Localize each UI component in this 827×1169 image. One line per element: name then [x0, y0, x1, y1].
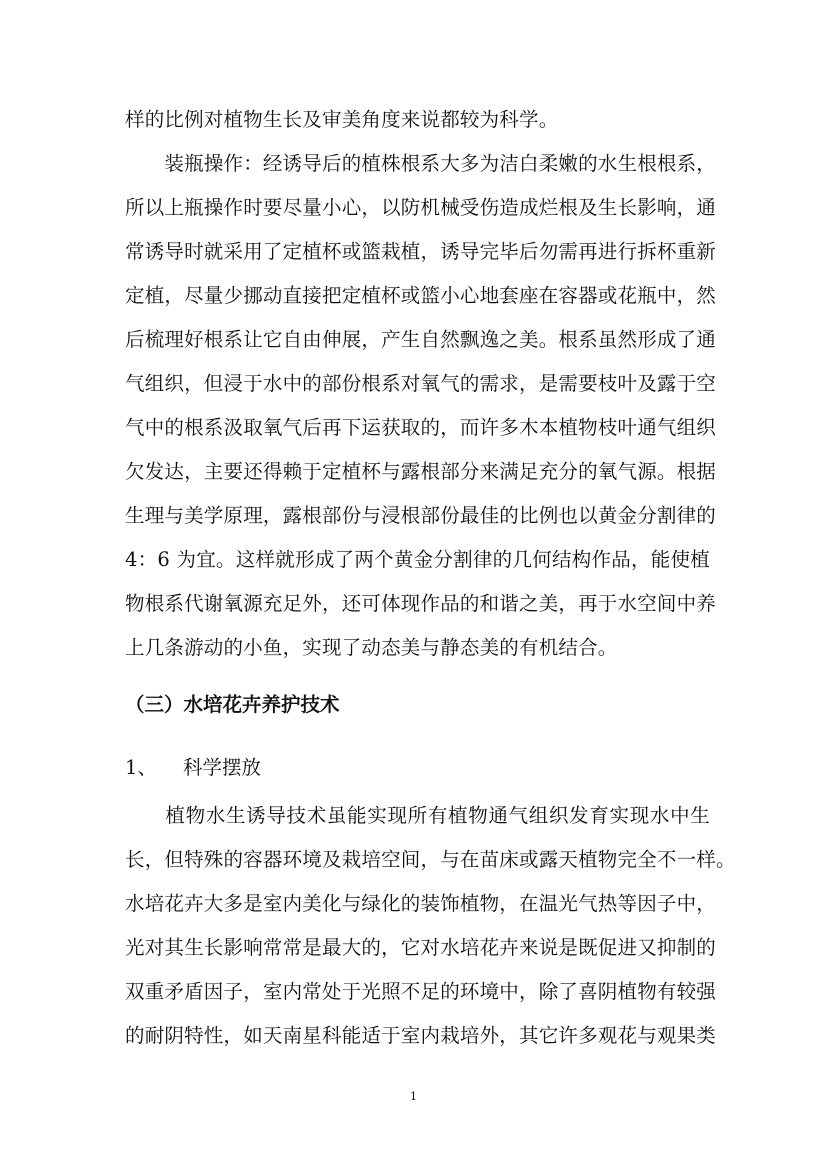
paragraph-line: 气组织，但浸于水中的部份根系对氧气的需求，是需要枝叶及露于空 — [125, 372, 717, 395]
paragraph-line: 4：6 为宜。这样就形成了两个黄金分割律的几何结构作品，能使植 — [125, 548, 710, 571]
numbered-item — [125, 755, 261, 781]
page-number: 1 — [410, 1090, 417, 1103]
paragraph-line: 长，但特殊的容器环境及栽培空间，与在苗床或露天植物完全不一样。 — [125, 848, 736, 871]
section-heading: （三）水培花卉养护技术 — [125, 693, 340, 716]
paragraph-line: 双重矛盾因子，室内常处于光照不足的环境中，除了喜阴植物有较强 — [125, 980, 717, 1003]
paragraph-line: 水培花卉大多是室内美化与绿化的装饰植物，在温光气热等因子中， — [125, 892, 717, 915]
paragraph-line: 的耐阴特性，如天南星科能适于室内栽培外，其它许多观花与观果类 — [125, 1024, 717, 1047]
paragraph-line: 后梳理好根系让它自由伸展，产生自然飘逸之美。根系虽然形成了通 — [125, 328, 717, 351]
paragraph-line: 样的比例对植物生长及审美角度来说都较为科学。 — [125, 108, 559, 131]
paragraph-line: 装瓶操作：经诱导后的植株根系大多为洁白柔嫩的水生根根系， — [125, 152, 717, 175]
paragraph-line: 生理与美学原理，露根部份与浸根部份最佳的比例也以黄金分割律的 — [125, 504, 717, 527]
paragraph-line: 常诱导时就采用了定植杯或篮栽植，诱导完毕后勿需再进行拆杯重新 — [125, 240, 717, 263]
paragraph-line: 上几条游动的小鱼，实现了动态美与静态美的有机结合。 — [125, 636, 618, 659]
paragraph-line: 欠发达，主要还得赖于定植杯与露根部分来满足充分的氧气源。根据 — [125, 460, 717, 483]
paragraph-line: 植物水生诱导技术虽能实现所有植物通气组织发育实现水中生 — [125, 804, 710, 827]
paragraph-line: 定植，尽量少挪动直接把定植杯或篮小心地套座在容器或花瓶中，然 — [125, 284, 717, 307]
paragraph-line: 光对其生长影响常常是最大的，它对水培花卉来说是既促进又抑制的 — [125, 936, 717, 959]
item-title: 科学摆放 — [183, 756, 262, 779]
item-number: 1、 — [125, 756, 157, 779]
paragraph-line: 所以上瓶操作时要尽量小心，以防机械受伤造成烂根及生长影响，通 — [125, 196, 717, 219]
paragraph-line: 物根系代谢氧源充足外，还可体现作品的和谐之美，再于水空间中养 — [125, 592, 717, 615]
paragraph-line: 气中的根系汲取氧气后再下运获取的，而许多木本植物枝叶通气组织 — [125, 416, 717, 439]
